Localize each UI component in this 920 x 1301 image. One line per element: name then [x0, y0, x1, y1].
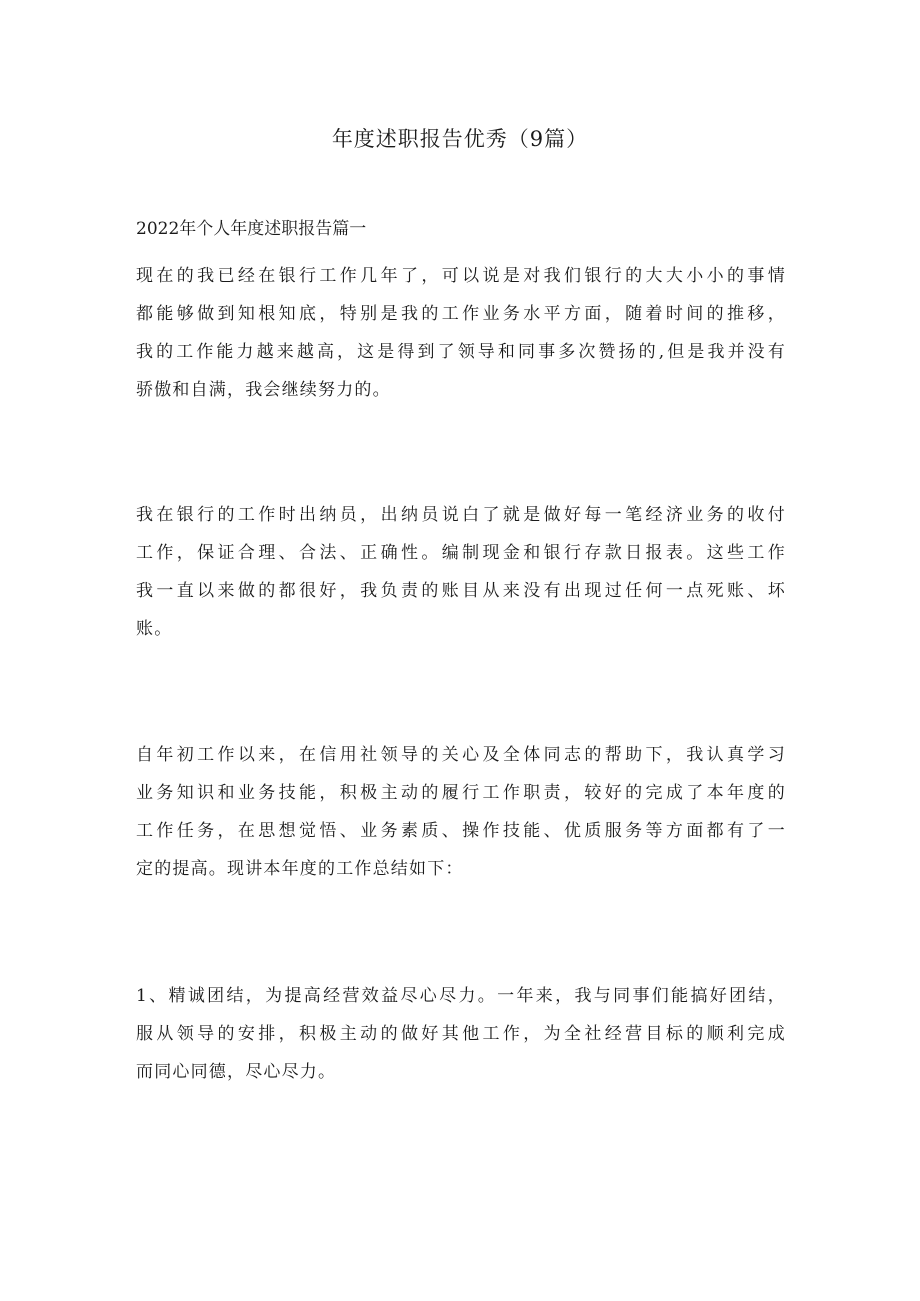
paragraph-line: 定的提高。现讲本年度的工作总结如下： — [136, 859, 464, 879]
paragraph-line: 而同心同德，尽心尽力。 — [136, 1062, 337, 1082]
paragraph-line: 我在银行的工作时出纳员，出纳员说白了就是做好每一笔经济业务的收付 — [136, 505, 786, 525]
document-title: 年度述职报告优秀（9篇） — [331, 127, 589, 151]
paragraph-3 — [136, 736, 786, 888]
paragraph-line: 业务知识和业务技能，积极主动的履行工作职责，较好的完成了本年度的 — [136, 783, 786, 803]
paragraph-line: 1、精诚团结，为提高经营效益尽心尽力。一年来，我与同事们能搞好团结， — [136, 986, 786, 1006]
paragraph-2 — [136, 496, 786, 648]
paragraph-line: 我的工作能力越来越高，这是得到了领导和同事多次赞扬的,但是我并没有 — [136, 342, 786, 362]
paragraph-line: 骄傲和自满，我会继续努力的。 — [136, 380, 391, 400]
paragraph-line: 账。 — [136, 619, 173, 639]
paragraph-line: 都能够做到知根知底，特别是我的工作业务水平方面，随着时间的推移， — [136, 304, 786, 324]
paragraph-line: 自年初工作以来，在信用社领导的关心及全体同志的帮助下，我认真学习 — [136, 745, 786, 765]
paragraph-line: 现在的我已经在银行工作几年了，可以说是对我们银行的大大小小的事情 — [136, 266, 786, 286]
section-heading: 2022年个人年度述职报告篇一 — [136, 219, 367, 239]
paragraph-4 — [136, 977, 786, 1091]
paragraph-line: 服从领导的安排，积极主动的做好其他工作，为全社经营目标的顺利完成 — [136, 1024, 786, 1044]
paragraph-line: 我一直以来做的都很好，我负责的账目从来没有出现过任何一点死账、坏 — [136, 581, 786, 601]
paragraph-1 — [136, 257, 786, 409]
paragraph-line: 工作任务，在思想觉悟、业务素质、操作技能、优质服务等方面都有了一 — [136, 821, 786, 841]
paragraph-line: 工作，保证合理、合法、正确性。编制现金和银行存款日报表。这些工作 — [136, 543, 786, 563]
